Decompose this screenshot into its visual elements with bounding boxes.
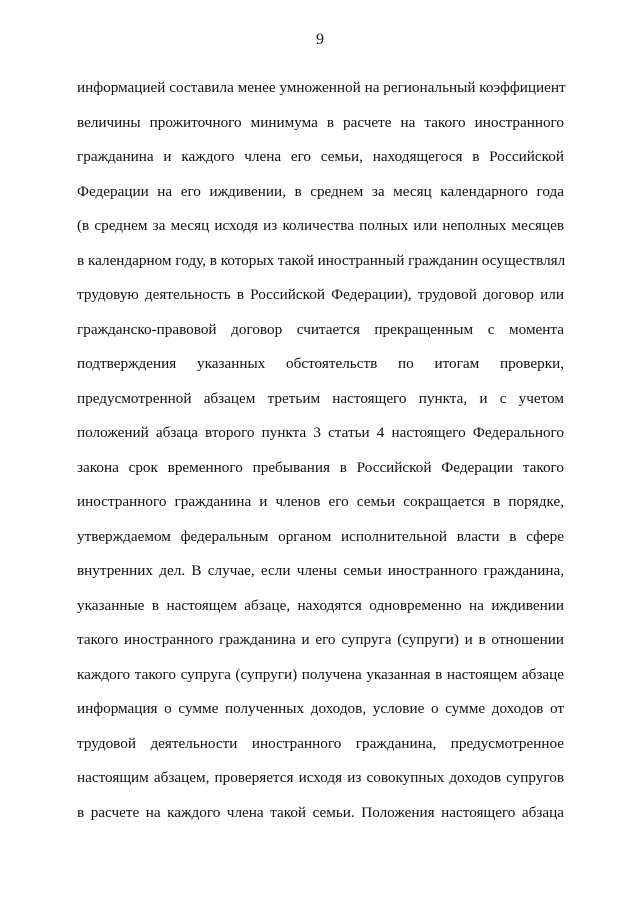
page-number: 9 bbox=[316, 31, 324, 48]
text-line: гражданина и каждого члена его семьи, находящегося в Российской bbox=[77, 148, 564, 165]
text-line: (в среднем за месяц исходя из количества полных или неполных месяцев bbox=[77, 217, 564, 234]
text-line: каждого такого супруга (супруги) получена указанная в настоящем абзаце bbox=[77, 665, 564, 683]
text-line: положений абзаца второго пункта 3 статьи 4 настоящего Федерального bbox=[77, 424, 564, 441]
text-line: подтверждения указанных обстоятельств по итогам проверки, bbox=[77, 355, 564, 372]
text-line: предусмотренной абзацем третьим настоящего пункта, и с учетом bbox=[77, 389, 564, 407]
document-body bbox=[77, 78, 564, 837]
text-line: трудовой деятельности иностранного гражданина, предусмотренное bbox=[77, 734, 564, 752]
text-line: в календарном году, в которых такой иностранный гражданин осуществлял bbox=[77, 251, 566, 269]
text-line: информацией составила менее умноженной на региональный коэффициент bbox=[77, 79, 566, 96]
text-line: утверждаемом федеральным органом исполнительной власти в сфере bbox=[77, 527, 564, 545]
text-line: величины прожиточного минимума в расчете на такого иностранного bbox=[77, 113, 564, 131]
text-line: такого иностранного гражданина и его супруга (супруги) и в отношении bbox=[77, 631, 564, 648]
text-line: информация о сумме полученных доходов, условие о сумме доходов от bbox=[77, 700, 564, 717]
text-line: гражданско-правовой договор считается прекращенным с момента bbox=[77, 320, 564, 338]
text-line: Федерации на его иждивении, в среднем за месяц календарного года bbox=[77, 182, 564, 200]
text-line: настоящим абзацем, проверяется исходя из совокупных доходов супругов bbox=[77, 769, 564, 786]
text-line: иностранного гражданина и членов его семьи сокращается в порядке, bbox=[77, 493, 564, 510]
text-line: указанные в настоящем абзаце, находятся одновременно на иждивении bbox=[77, 596, 564, 614]
text-line: в расчете на каждого члена такой семьи. Положения настоящего абзаца bbox=[77, 803, 564, 821]
text-line: внутренних дел. В случае, если члены семьи иностранного гражданина, bbox=[77, 562, 564, 579]
text-line: закона срок временного пребывания в Российской Федерации такого bbox=[77, 458, 564, 476]
text-line: трудовую деятельность в Российской Федерации), трудовой договор или bbox=[77, 286, 564, 303]
